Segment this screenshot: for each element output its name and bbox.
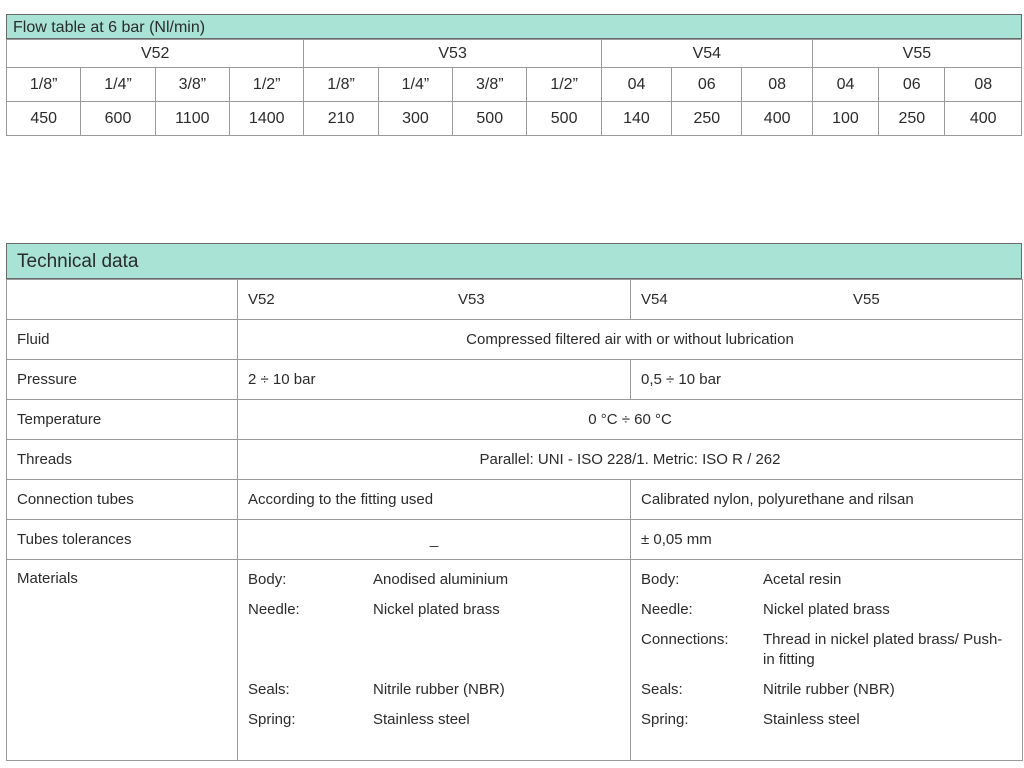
fluid-value: Compressed filtered air with or without lubrication [238, 320, 1023, 360]
connection-tubes-row [7, 480, 1023, 520]
row-label: Connection tubes [7, 480, 238, 520]
material-value: Thread in nickel plated brass/ Push-in fitting [763, 631, 1003, 668]
material-key: Spring: [248, 711, 296, 728]
flow-value-cell: 400 [945, 102, 1022, 136]
threads-row [7, 440, 1023, 480]
materials-left [238, 560, 631, 761]
material-value: Stainless steel [763, 711, 860, 728]
flow-table-title: Flow table at 6 bar (Nl/min) [6, 14, 1022, 39]
material-key: Seals: [641, 681, 683, 698]
size-cell: 1/4” [378, 68, 452, 102]
tubes-left: According to the fitting used [238, 480, 631, 520]
temperature-value: 0 °C ÷ 60 °C [238, 400, 1023, 440]
pressure-row [7, 360, 1023, 400]
tubes-tolerances-row [7, 520, 1023, 560]
size-cell: 1/4” [81, 68, 155, 102]
size-cell: 08 [742, 68, 812, 102]
v55-header: V55 [853, 291, 880, 308]
size-cell: 04 [812, 68, 878, 102]
pressure-left: 2 ÷ 10 bar [238, 360, 631, 400]
size-cell: 04 [601, 68, 671, 102]
material-value: Nickel plated brass [373, 601, 500, 618]
size-cell: 06 [672, 68, 742, 102]
group-header: V54 [601, 40, 812, 68]
v54-header: V54 [641, 291, 668, 308]
row-label: Tubes tolerances [7, 520, 238, 560]
size-cell: 1/8” [7, 68, 81, 102]
material-value: Acetal resin [763, 571, 842, 588]
flow-value-cell: 1100 [155, 102, 229, 136]
material-value: Anodised aluminium [373, 571, 509, 588]
group-header: V53 [304, 40, 601, 68]
v52-header: V52 [248, 291, 275, 308]
tubes-right: Calibrated nylon, polyurethane and rilsan [631, 480, 1023, 520]
size-cell: 1/2” [230, 68, 304, 102]
fluid-row [7, 320, 1023, 360]
pressure-right: 0,5 ÷ 10 bar [631, 360, 1023, 400]
group-header: V52 [7, 40, 304, 68]
size-cell: 3/8” [155, 68, 229, 102]
row-label: Temperature [7, 400, 238, 440]
material-key: Body: [248, 571, 287, 588]
material-key: Needle: [248, 601, 300, 618]
row-label: Pressure [7, 360, 238, 400]
material-key: Seals: [248, 681, 290, 698]
flow-value-cell: 250 [672, 102, 742, 136]
materials-row [7, 560, 1023, 761]
v54-v55-header [631, 280, 1023, 320]
row-label: Materials [7, 560, 238, 761]
flow-value-cell: 140 [601, 102, 671, 136]
temperature-row [7, 400, 1023, 440]
empty-header-cell [7, 280, 238, 320]
tech-header-row [7, 280, 1023, 320]
v53-header: V53 [458, 291, 485, 308]
material-value: Nitrile rubber (NBR) [373, 681, 505, 698]
material-value: Nitrile rubber (NBR) [763, 681, 895, 698]
size-cell: 1/2” [527, 68, 601, 102]
flow-value-cell: 500 [527, 102, 601, 136]
flow-value-cell: 600 [81, 102, 155, 136]
flow-value-cell: 100 [812, 102, 878, 136]
flow-value-cell: 1400 [230, 102, 304, 136]
flow-value-cell: 250 [879, 102, 945, 136]
flow-table [6, 39, 1022, 136]
threads-value: Parallel: UNI - ISO 228/1. Metric: ISO R / 262 [238, 440, 1023, 480]
flow-value-cell: 500 [453, 102, 527, 136]
material-key: Connections: [641, 631, 729, 648]
material-value [373, 630, 620, 670]
row-label: Threads [7, 440, 238, 480]
material-key [248, 630, 373, 670]
row-label: Fluid [7, 320, 238, 360]
flow-size-row [7, 68, 1022, 102]
size-cell: 06 [879, 68, 945, 102]
flow-value-cell: 210 [304, 102, 378, 136]
material-key: Spring: [641, 711, 689, 728]
size-cell: 3/8” [453, 68, 527, 102]
flow-value-cell: 300 [378, 102, 452, 136]
technical-data-section [6, 243, 1022, 761]
material-key: Body: [641, 571, 680, 588]
group-header: V55 [812, 40, 1021, 68]
size-cell: 08 [945, 68, 1022, 102]
flow-value-cell: 450 [7, 102, 81, 136]
materials-right [631, 560, 1023, 761]
tolerances-right: ± 0,05 mm [631, 520, 1023, 560]
size-cell: 1/8” [304, 68, 378, 102]
material-value: Stainless steel [373, 711, 470, 728]
material-key: Needle: [641, 601, 693, 618]
material-value: Nickel plated brass [763, 601, 890, 618]
flow-table-section [6, 14, 1022, 136]
v52-v53-header [238, 280, 631, 320]
flow-group-row [7, 40, 1022, 68]
technical-data-table [6, 279, 1023, 761]
flow-value-row [7, 102, 1022, 136]
flow-value-cell: 400 [742, 102, 812, 136]
technical-data-title: Technical data [6, 243, 1022, 279]
tolerances-left: _ [238, 520, 631, 560]
